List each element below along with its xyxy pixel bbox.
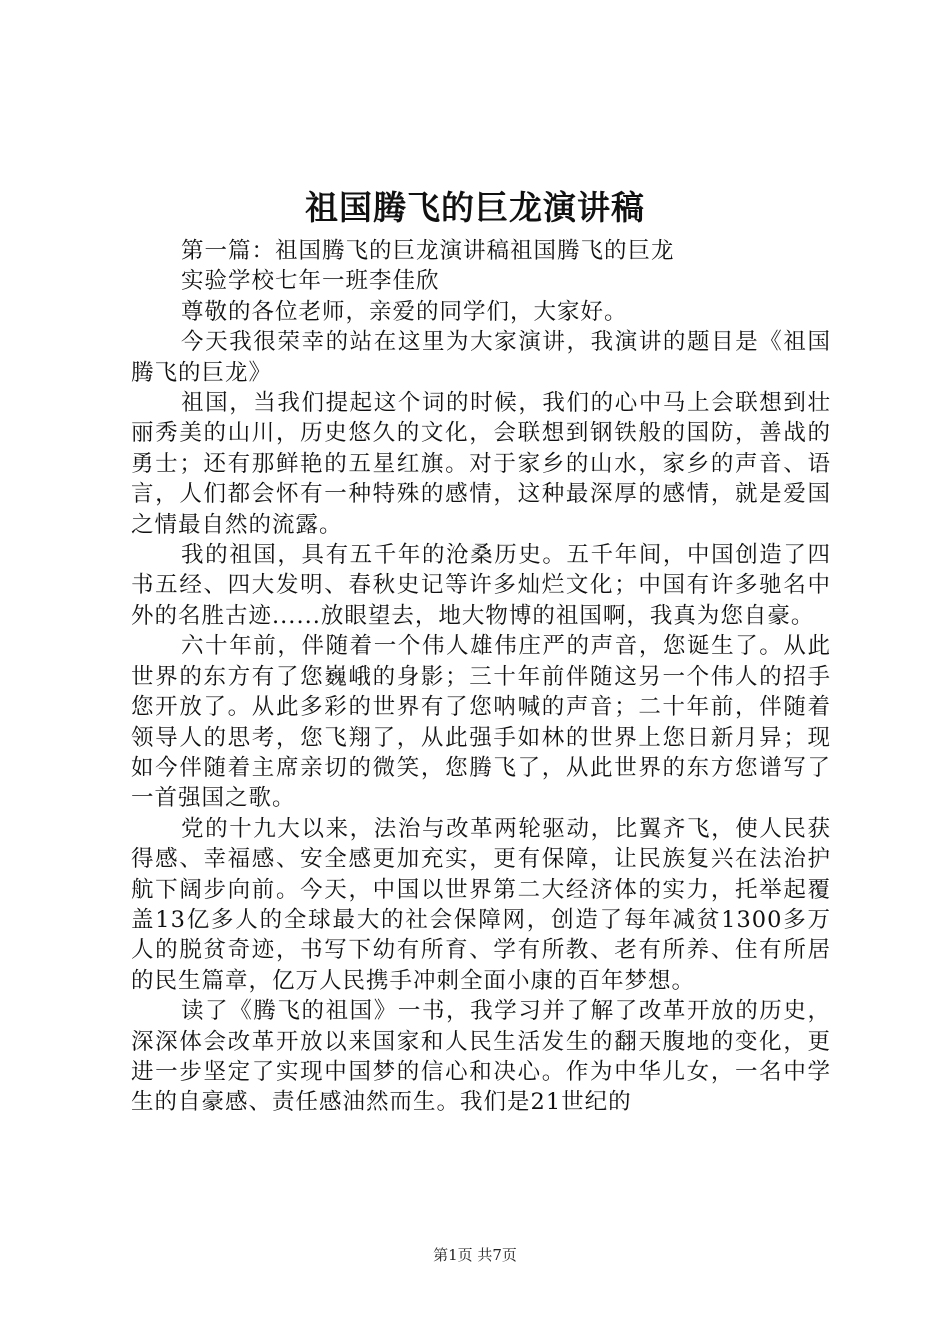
paragraph-intro: 今天我很荣幸的站在这里为大家演讲，我演讲的题目是《祖国腾飞的巨龙》 bbox=[131, 329, 831, 386]
document-title: 祖国腾飞的巨龙演讲稿 bbox=[305, 188, 645, 227]
paragraph-nineteenth-congress: 党的十九大以来，法治与改革两轮驱动，比翼齐飞，使人民获得感、幸福感、安全感更加充实，更有保障，让民族复兴在法治护航下阔步向前。今天，中国以世界第二大经济体的实力，托举起覆盖13亿多人的全球最大的社会保障网，创造了每年减贫1300多万人的脱贫奇迹，书写下幼有所育、学有所教、老有所养、住有所居的民生篇章，亿万人民携手冲刺全面小康的百年梦想。 bbox=[131, 815, 831, 994]
paragraph-greeting: 尊敬的各位老师，亲爱的同学们，大家好。 bbox=[181, 298, 628, 325]
paragraph-author-line: 实验学校七年一班李佳欣 bbox=[181, 268, 440, 295]
paragraph-motherland: 祖国，当我们提起这个词的时候，我们的心中马上会联想到壮丽秀美的山川，历史悠久的文化，会联想到钢铁般的国防，善战的勇士；还有那鲜艳的五星红旗。对于家乡的山水，家乡的声音、语言，人们都会怀有一种特殊的感情，这种最深厚的感情，就是爱国之情最自然的流露。 bbox=[131, 390, 831, 538]
page-number-footer: 第1页 共7页 bbox=[433, 1246, 517, 1264]
paragraph-book-reading: 读了《腾飞的祖国》一书，我学习并了解了改革开放的历史，深深体会改革开放以来国家和人民生活发生的翻天腹地的变化，更进一步坚定了实现中国梦的信心和决心。作为中华儿女，一名中学生的自豪感、责任感油然而生。我们是21世纪的 bbox=[131, 998, 831, 1116]
document-body bbox=[131, 236, 831, 1118]
paragraph-history: 我的祖国，具有五千年的沧桑历史。五千年间，中国创造了四书五经、四大发明、春秋史记等许多灿烂文化；中国有许多驰名中外的名胜古迹......放眼望去，地大物博的祖国啊，我真为您自豪。 bbox=[131, 542, 831, 629]
paragraph-heading-line: 第一篇：祖国腾飞的巨龙演讲稿祖国腾飞的巨龙 bbox=[181, 238, 675, 264]
paragraph-sixty-years: 六十年前，伴随着一个伟人雄伟庄严的声音，您诞生了。从此世界的东方有了您巍峨的身影；三十年前伴随这另一个伟人的招手您开放了。从此多彩的世界有了您呐喊的声音；二十年前，伴随着领导人的思考，您飞翔了，从此强手如林的世界上您日新月异；现如今伴随着主席亲切的微笑，您腾飞了，从此世界的东方您谱写了一首强国之歌。 bbox=[131, 633, 831, 812]
